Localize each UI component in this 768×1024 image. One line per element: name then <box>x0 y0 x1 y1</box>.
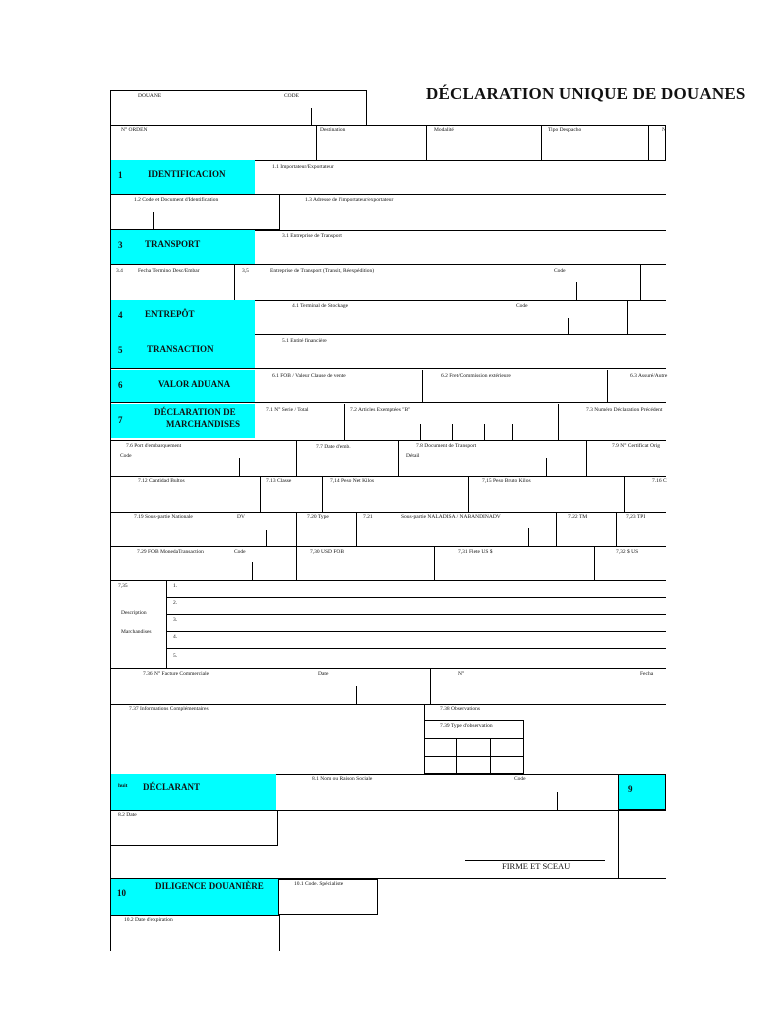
description-label: Description <box>121 610 147 616</box>
field-7-7: 7.7 Date d'emb. <box>316 444 351 450</box>
field-7-21-desc: Sous-partie NALADISA / NABANDINADV <box>401 514 501 520</box>
field-7-36-date: Date <box>318 671 329 677</box>
field-7-22: 7.22 TM <box>568 514 588 520</box>
field-4-1: 4.1 Terminal de Stockage <box>292 303 349 309</box>
field-7-30: 7,30 USD FOB <box>310 549 345 555</box>
section-5-title: TRANSACTION <box>147 344 214 354</box>
field-1-1: 1.1 Importateur/Exportateur <box>272 164 334 170</box>
field-10-2: 10.2 Date d'expiration <box>124 917 173 923</box>
field-3-5: 3,5 <box>242 268 249 274</box>
field-7-8-detail: Détail <box>406 453 420 459</box>
field-7-37: 7.37 Informations Complémentaires <box>129 706 209 712</box>
field-3-5-desc: Entreprise de Transport (Transit, Réexpédition) <box>270 268 375 274</box>
section-8-title: DÉCLARANT <box>143 782 201 792</box>
section-7-number: 7 <box>118 415 123 425</box>
section-10-title: DILIGENCE DOUANIÈRE <box>155 881 264 891</box>
section-7-title-line2: MARCHANDISES <box>166 419 241 429</box>
section-4-title: ENTREPÔT <box>145 309 195 319</box>
field-7-23: 7,23 TPI <box>626 514 646 520</box>
description-line-2: 2. <box>173 600 178 606</box>
section-6-number: 6 <box>118 380 123 390</box>
field-7-32: 7,32 $ US <box>616 549 639 555</box>
section-9-number: 9 <box>628 784 633 794</box>
section-4-number: 4 <box>118 310 123 320</box>
field-7-3: 7.3 Numéro Déclaration Précédent <box>586 407 663 413</box>
field-7-16: 7.16 C <box>652 478 667 484</box>
field-7-8: 7.8 Document de Transport <box>416 443 477 449</box>
field-7-19-dv: DV <box>237 514 245 520</box>
modalite-label: Modalité <box>434 127 454 133</box>
field-10-1: 10.1 Code. Spécialiste <box>294 881 344 887</box>
field-7-35: 7,35 <box>118 583 128 589</box>
field-3-1: 3.1 Entreprise de Transport <box>282 233 342 239</box>
field-6-3: 6.3 Assuré/Autre <box>630 373 668 379</box>
field-5-1: 5.1 Entité financière <box>282 338 327 344</box>
field-7-36-fecha: Fecha <box>640 671 654 677</box>
field-7-14: 7,14 Peso Net Kilos <box>330 478 374 484</box>
field-7-12: 7.12 Cantidad Bultos <box>138 478 185 484</box>
field-7-29: 7.29 FOB MonedaTransaction <box>137 549 204 555</box>
firme-et-sceau-label: FIRME ET SCEAU <box>502 861 571 871</box>
field-7-36-n: N° <box>458 671 465 677</box>
field-7-31: 7,31 Flete US $ <box>458 549 493 555</box>
field-7-21: 7.21 <box>363 514 373 520</box>
field-3-4: 3.4 <box>116 268 123 274</box>
section-6-title: VALOR ADUANA <box>158 379 231 389</box>
description-line-4: 4. <box>173 634 178 640</box>
description-line-5: 5. <box>173 653 178 659</box>
field-1-2: 1.2 Code et Document d'Identification <box>134 197 219 203</box>
section-10-number: 10 <box>117 888 126 898</box>
section-7-title-line1: DÉCLARATION DE <box>154 407 236 417</box>
field-7-6: 7.6 Port d'embarquement <box>126 443 182 449</box>
section-3-title: TRANSPORT <box>145 239 201 249</box>
field-4-code: Code <box>516 303 528 309</box>
field-7-29-code: Code <box>234 549 246 555</box>
field-8-code: Code <box>514 776 526 782</box>
form-title: DÉCLARATION UNIQUE DE DOUANES <box>426 84 746 103</box>
field-8-2: 8.2 Date <box>118 812 137 818</box>
douane-label: DOUANE <box>138 93 162 99</box>
marchandises-label: Marchandises <box>121 629 152 635</box>
destination-label: Destination <box>320 127 346 133</box>
field-3-code: Code <box>554 268 566 274</box>
field-7-36: 7.36 N° Facture Commerciale <box>143 671 210 677</box>
description-line-1: 1. <box>173 583 178 589</box>
section-3-number: 3 <box>118 240 123 250</box>
n-label: N <box>662 127 666 133</box>
field-6-1: 6.1 FOB / Valeur Clause de vente <box>272 373 346 379</box>
orden-label: N° ORDEN <box>121 127 148 133</box>
field-7-39: 7.39 Type d'observation <box>440 723 493 729</box>
field-6-2: 6.2 Fret/Commission extérieure <box>441 373 511 379</box>
field-7-13: 7.13 Classe <box>266 478 292 484</box>
field-8-1: 8.1 Nom ou Raison Sociale <box>312 776 373 782</box>
section-9-box <box>618 774 666 810</box>
field-7-1: 7.1 N° Serie / Total <box>266 407 309 413</box>
code-label: CODE <box>284 93 299 99</box>
section-8-number: huit <box>118 783 128 789</box>
tipo-despacho-label: Tipo Despacho <box>548 127 582 133</box>
field-7-38: 7.38 Observations <box>440 706 481 712</box>
field-7-9: 7.9 N° Certificat Orig <box>612 443 661 449</box>
field-1-3: 1.3 Adresse de l'importateur/exportateur <box>305 197 394 203</box>
orden-row <box>110 125 666 161</box>
field-3-4-desc: Fecha Termino Desc/Embar <box>138 268 200 274</box>
field-7-2: 7.2 Articles Exemptées "B" <box>350 407 411 413</box>
description-line-3: 3. <box>173 617 178 623</box>
section-1-title: IDENTIFICACION <box>148 169 226 179</box>
section-5-number: 5 <box>118 345 123 355</box>
section-1-number: 1 <box>118 170 123 180</box>
field-7-15: 7,15 Peso Bruto Kilos <box>482 478 531 484</box>
field-7-19: 7.19 Sous-partie Nationale <box>134 514 193 520</box>
field-7-6-code: Code <box>120 453 132 459</box>
field-7-20: 7.20 Type <box>307 514 329 520</box>
